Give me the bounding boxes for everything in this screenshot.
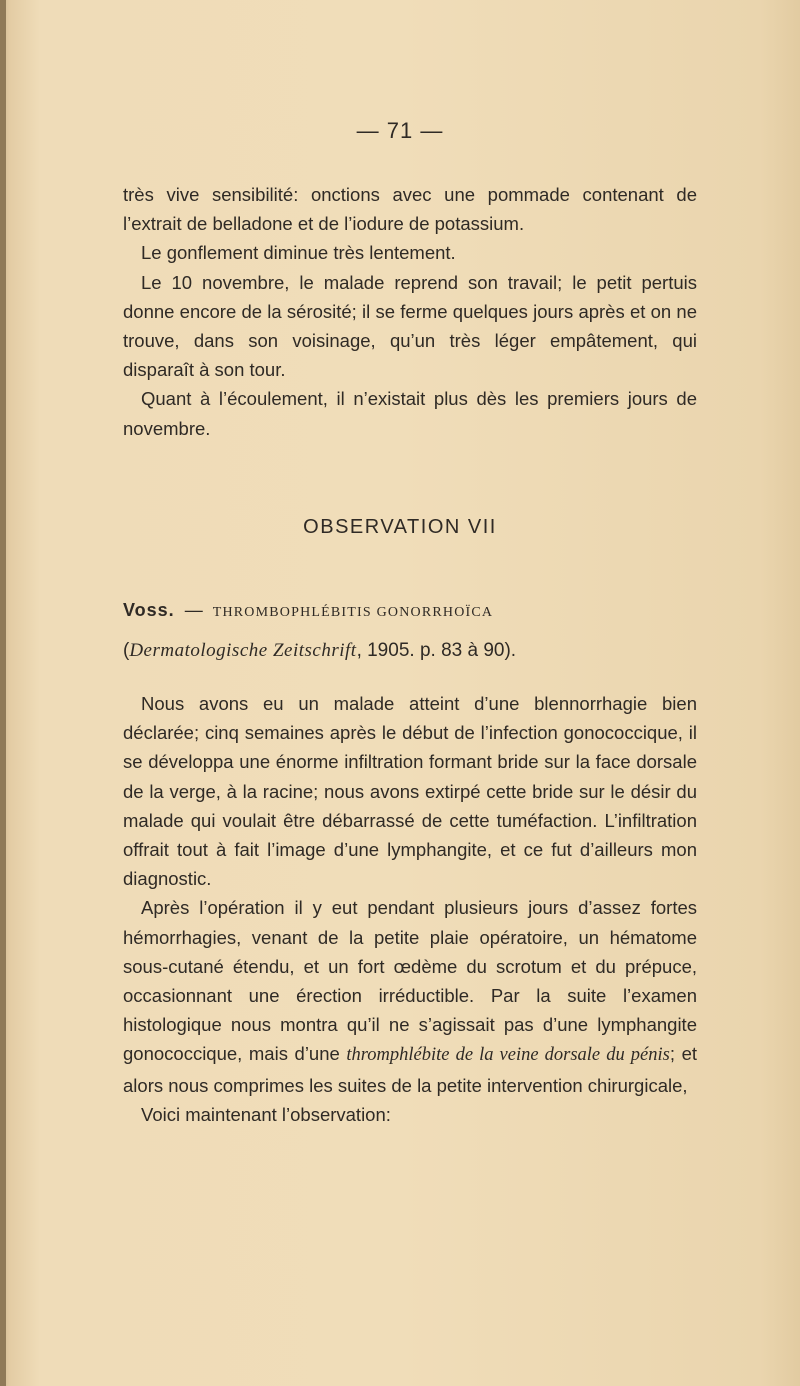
- text-block-bottom: [123, 689, 697, 1129]
- paragraph: [123, 893, 697, 1099]
- paragraph-text: ; et alors nous comprimes les suites de la petite intervention chirurgicale,: [123, 1043, 697, 1096]
- source-citation: [123, 640, 743, 662]
- paragraph-text: Après l’opération il y eut pendant plusieurs jours d’assez fortes hémorrhagies, venant de la petite plaie opératoire, un hématome sous-cutané étendu, et un fort œdème du scrotum et du prépuce, occasionnant une érection irréductible. Par la suite l’examen histologique nous montra qu’il ne s’agissait pas d’une lymphangite gonococcique, mais d’une: [123, 897, 697, 1065]
- paragraph: Voici maintenant l’observation:: [141, 1103, 391, 1125]
- paragraph: Le gonflement diminue très lentement.: [141, 242, 456, 264]
- paragraph: Nous avons eu un malade atteint d’une blennorrhagie bien déclarée; cinq semaines après le début de l’infection gonococcique, il se développa une énorme infiltration formant bride sur la face dorsale de la verge, à la racine; nous avons extirpé cette bride sur le désir du malade qui voulait être débarrassé de cette tuméfaction. L’infiltration offrait tout à fait l’image d’une lymphangite, et ce fut d’ailleurs mon diagnostic.: [123, 693, 697, 890]
- paragraph: Quant à l’écoulement, il n’existait plus dès les premiers jours de novembre.: [123, 388, 697, 439]
- italic-term: thromphlébite de la veine dorsale du pénis: [346, 1045, 670, 1066]
- heading-dash: —: [184, 600, 203, 620]
- citation-details: , 1905. p. 83 à 90).: [356, 640, 517, 661]
- page-number: — 71 —: [356, 118, 444, 143]
- author-name: Voss.: [123, 600, 175, 620]
- observation-heading: OBSERVATION VII: [303, 516, 497, 538]
- case-heading: [123, 600, 743, 621]
- citation-open: (: [123, 640, 130, 661]
- case-title: THROMBOPHLÉBITIS GONORRHOÏCA: [212, 605, 494, 620]
- journal-name: Dermatologische Zeitschrift: [129, 640, 357, 661]
- paragraph: Le 10 novembre, le malade reprend son travail; le petit pertuis donne encore de la sérosité; il se ferme quelques jours après et on ne trouve, dans son voisinage, qu’un très léger empâtement, qui disparaît à son tour.: [123, 271, 697, 381]
- paragraph: très vive sensibilité: onctions avec une pommade contenant de l’extrait de belladone et de l’iodure de potassium.: [123, 184, 697, 235]
- page-spine: [0, 0, 6, 1386]
- text-block-top: [123, 180, 697, 443]
